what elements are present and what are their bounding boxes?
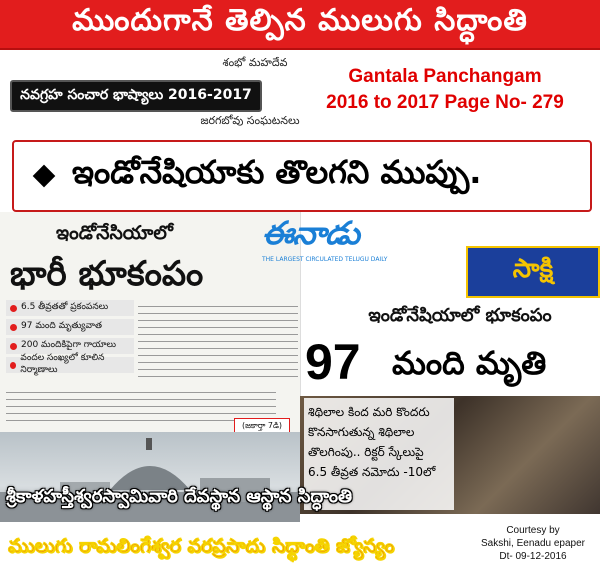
eenadu-subhead: ఇండోనేసియాలో — [56, 222, 173, 244]
eenadu-article-column — [138, 300, 298, 380]
list-item: వందల సంఖ్యలో కూలిన నిర్మాణాలు — [6, 357, 134, 373]
page-reference-line1: Gantala Panchangam — [348, 66, 542, 87]
sakshi-logo-text: సాక్షి — [512, 254, 554, 284]
sakshi-death-count: 97 — [305, 334, 361, 390]
eenadu-headline: భారీ భూకంపం — [10, 254, 204, 294]
courtesy-line1: Courtesy by — [506, 525, 560, 536]
sakshi-caption-line2: కొనసాగుతున్న శిథిలాల — [308, 425, 415, 439]
bullet-dot-icon — [10, 305, 17, 312]
siddhanthi-line: ములుగు రామలింగేశ్వర వరప్రసాదు సిద్ధాంతి జ్యోస్యం — [8, 534, 395, 557]
jaraga-caption: జరగబోవు సంఘటనలు — [200, 114, 300, 127]
eenadu-logo-tagline: THE LARGEST CIRCULATED TELUGU DAILY — [262, 256, 388, 263]
page-reference — [300, 64, 590, 116]
banner-title: ముందుగానే తెల్పిన ములుగు సిద్ధాంతి — [72, 3, 528, 38]
courtesy-note — [466, 524, 600, 563]
eenadu-dateline-tag: (జకార్తా 7డి) — [234, 418, 290, 434]
courtesy-line3: Dt- 09-12-2016 — [499, 551, 567, 562]
list-item: 200 మందికిపైగా గాయాలు — [6, 338, 134, 354]
courtesy-line2: Sakshi, Eenadu epaper — [481, 538, 585, 549]
page-reference-line2: 2016 to 2017 Page No- 279 — [326, 92, 564, 113]
bullet-dot-icon — [10, 343, 17, 350]
sakshi-logo — [466, 246, 600, 298]
diamond-bullet-icon — [33, 165, 56, 188]
list-item: 97 మంది మృత్యువాత — [6, 319, 134, 335]
eenadu-logo — [262, 214, 422, 263]
headline-box — [12, 140, 592, 212]
navagraha-badge: నవగ్రహ సంచార భాష్యాలు 2016-2017 — [10, 80, 262, 112]
top-banner — [0, 0, 600, 50]
siddhanthi-bar — [0, 532, 470, 564]
sakshi-headline: మంది మృతి — [392, 344, 547, 382]
sakshi-caption-line1: శిథిలాల కింద మరి కొందరు — [308, 405, 430, 419]
temple-line: శ్రీకాళహస్తీశ్వరస్వామివారి దేవస్థాన ఆస్థాన సిద్ధాంతి — [6, 486, 353, 507]
sakshi-caption-line3: తొలగింపు.. రిక్టర్ స్కేలుపై — [308, 445, 424, 459]
list-item: 6.5 తీవ్రతతో ప్రకంపనలు — [6, 300, 134, 316]
bullet-dot-icon — [10, 324, 17, 331]
eenadu-bullet-list — [6, 300, 134, 376]
headline-text: ఇండోనేషియాకు తొలగని ముప్పు. — [72, 153, 482, 191]
shambho-caption: శంభో మహదేవ — [222, 56, 288, 69]
eenadu-logo-text: ఈనాడు — [262, 214, 359, 252]
sakshi-caption-line4: 6.5 తీవ్రత నమోదు -10లో — [308, 465, 436, 479]
sakshi-subhead: ఇండోనేషియాలో భూకంపం — [368, 305, 552, 326]
bullet-dot-icon — [10, 362, 16, 369]
